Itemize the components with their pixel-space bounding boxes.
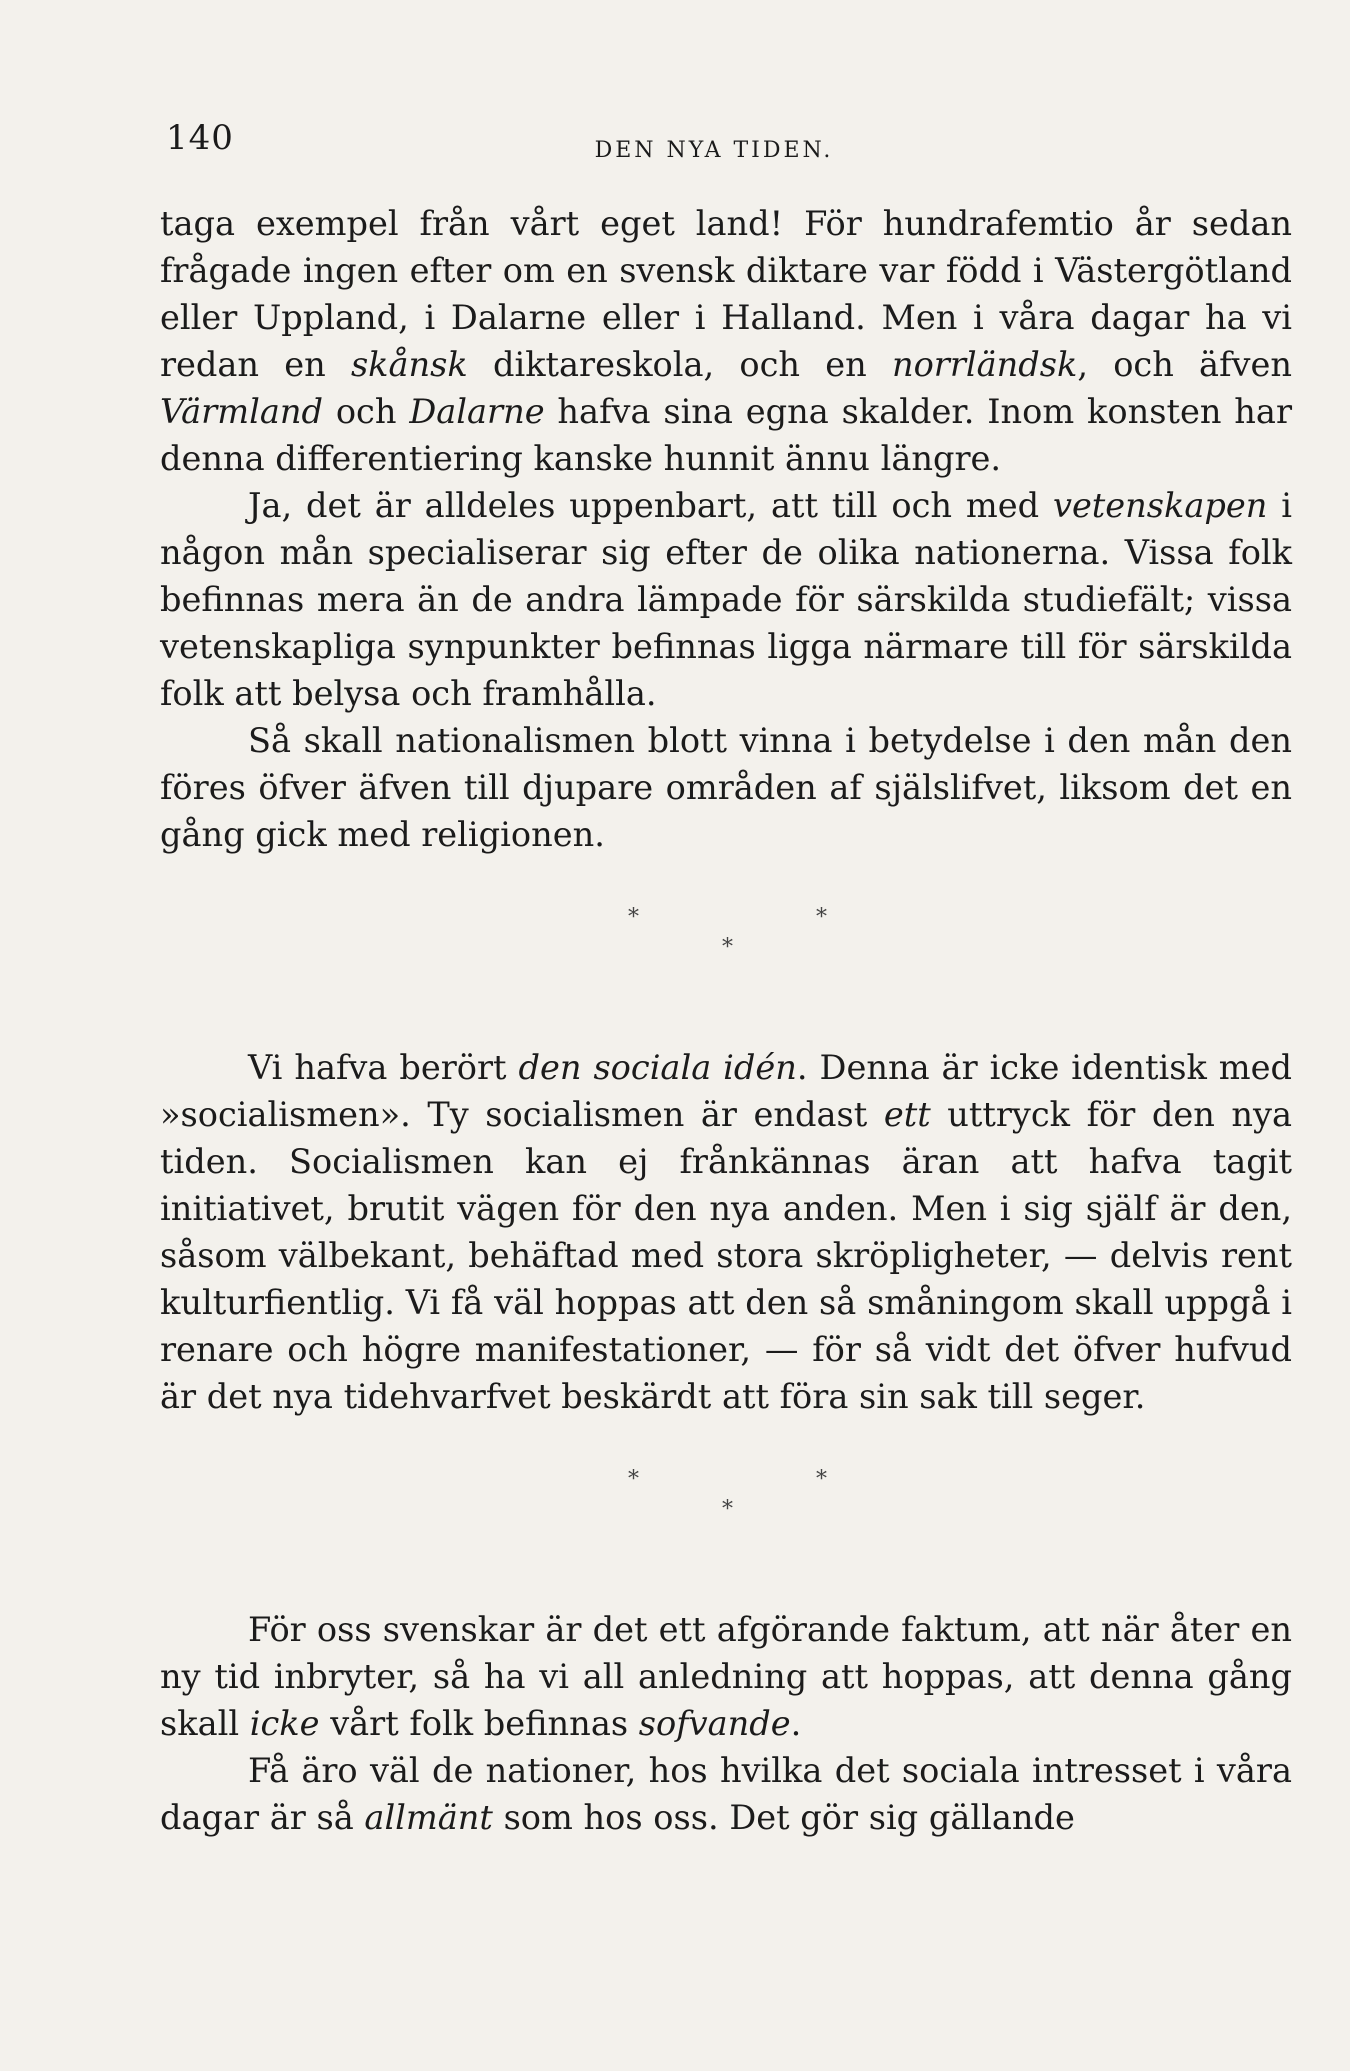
paragraph [160, 1747, 1292, 1841]
asterisk: * [816, 1467, 827, 1492]
italic-text: norrländsk [891, 345, 1078, 384]
text-run: För oss svenskar är det ett afgörande faktum, att när åter en ny tid inbryter, så ha vi all anledning att hoppas, att denna gång skall [160, 1610, 1292, 1743]
asterisk: * [816, 905, 827, 930]
italic-text: icke [249, 1704, 320, 1743]
text-run: Få äro väl de nationer, hos hvilka det sociala intresset i våra dagar är så [160, 1751, 1292, 1837]
text-run: uttryck för den nya tiden. Socialismen kan ej frånkännas äran att hafva tagit initiativet, brutit vägen för den nya anden. Men i sig själf är den, såsom välbekant, behäftad med stora skröpligheter, — delvis rent kulturfientlig. Vi få väl hoppas att den så småningom skall uppgå i renare och högre manifestationer, — för så vidt det öfver hufvud är det nya tidehvarfvet beskärdt att föra sin sak till seger. [160, 1095, 1292, 1416]
italic-text: skånsk [350, 345, 468, 384]
text-run: Ja, det är alldeles uppenbart, att till och med [248, 486, 1053, 525]
italic-text: Dalarne [409, 392, 545, 431]
body-text [160, 200, 1292, 1841]
text-run: taga exempel från vårt eget land! För hundrafemtio år sedan frågade ingen efter om en svensk diktare var född i Västergötland eller Uppland, i Dalarne eller i Halland. Men i våra dagar ha vi redan en [160, 204, 1292, 384]
page-number: 140 [166, 118, 234, 158]
text-run: Så skall nationalismen blott vinna i betydelse i den mån den föres öfver äfven till djupare områden af själslifvet, liksom det en gång gick med religionen. [160, 721, 1292, 854]
text-run: , och äfven [1077, 345, 1292, 384]
text-run: vårt folk befinnas [319, 1704, 639, 1743]
italic-text: vetenskapen [1052, 486, 1268, 525]
italic-text: Värmland [160, 392, 323, 431]
text-run: hafva sina egna skalder. Inom konsten har denna differentiering kanske hunnit ännu längre. [160, 392, 1292, 478]
text-run: diktareskola, och en [467, 345, 892, 384]
text-run: Vi hafva berört [248, 1048, 519, 1087]
section-divider-asterism [160, 1456, 1292, 1548]
asterisk: * [722, 935, 733, 960]
text-run: som hos oss. Det gör sig gällande [492, 1798, 1075, 1837]
running-title: DEN NYA TIDEN. [594, 138, 834, 163]
section-divider-asterism [160, 894, 1292, 986]
text-run: . Denna är icke identisk med »socialismen». Ty socialismen är endast [160, 1048, 1292, 1134]
text-run: och [322, 392, 410, 431]
text-run: i någon mån specialiserar sig efter de olika nationerna. Vissa folk befinnas mera än de andra lämpade för särskilda studiefält; vissa vetenskapliga synpunkter befinnas ligga närmare till för särskilda folk att belysa och framhålla. [160, 486, 1292, 713]
asterisk: * [628, 905, 639, 930]
asterisk: * [628, 1467, 639, 1492]
italic-text: allmänt [364, 1798, 493, 1837]
page-header [166, 118, 1262, 166]
asterisk: * [722, 1497, 733, 1522]
text-run: . [790, 1704, 802, 1743]
paragraph [160, 717, 1292, 858]
paragraph [160, 1606, 1292, 1747]
italic-text: sofvande [638, 1704, 791, 1743]
paragraph [160, 1044, 1292, 1420]
italic-text: den sociala idén [518, 1048, 797, 1087]
paragraph [160, 200, 1292, 482]
paragraph [160, 482, 1292, 717]
italic-text: ett [883, 1095, 931, 1134]
